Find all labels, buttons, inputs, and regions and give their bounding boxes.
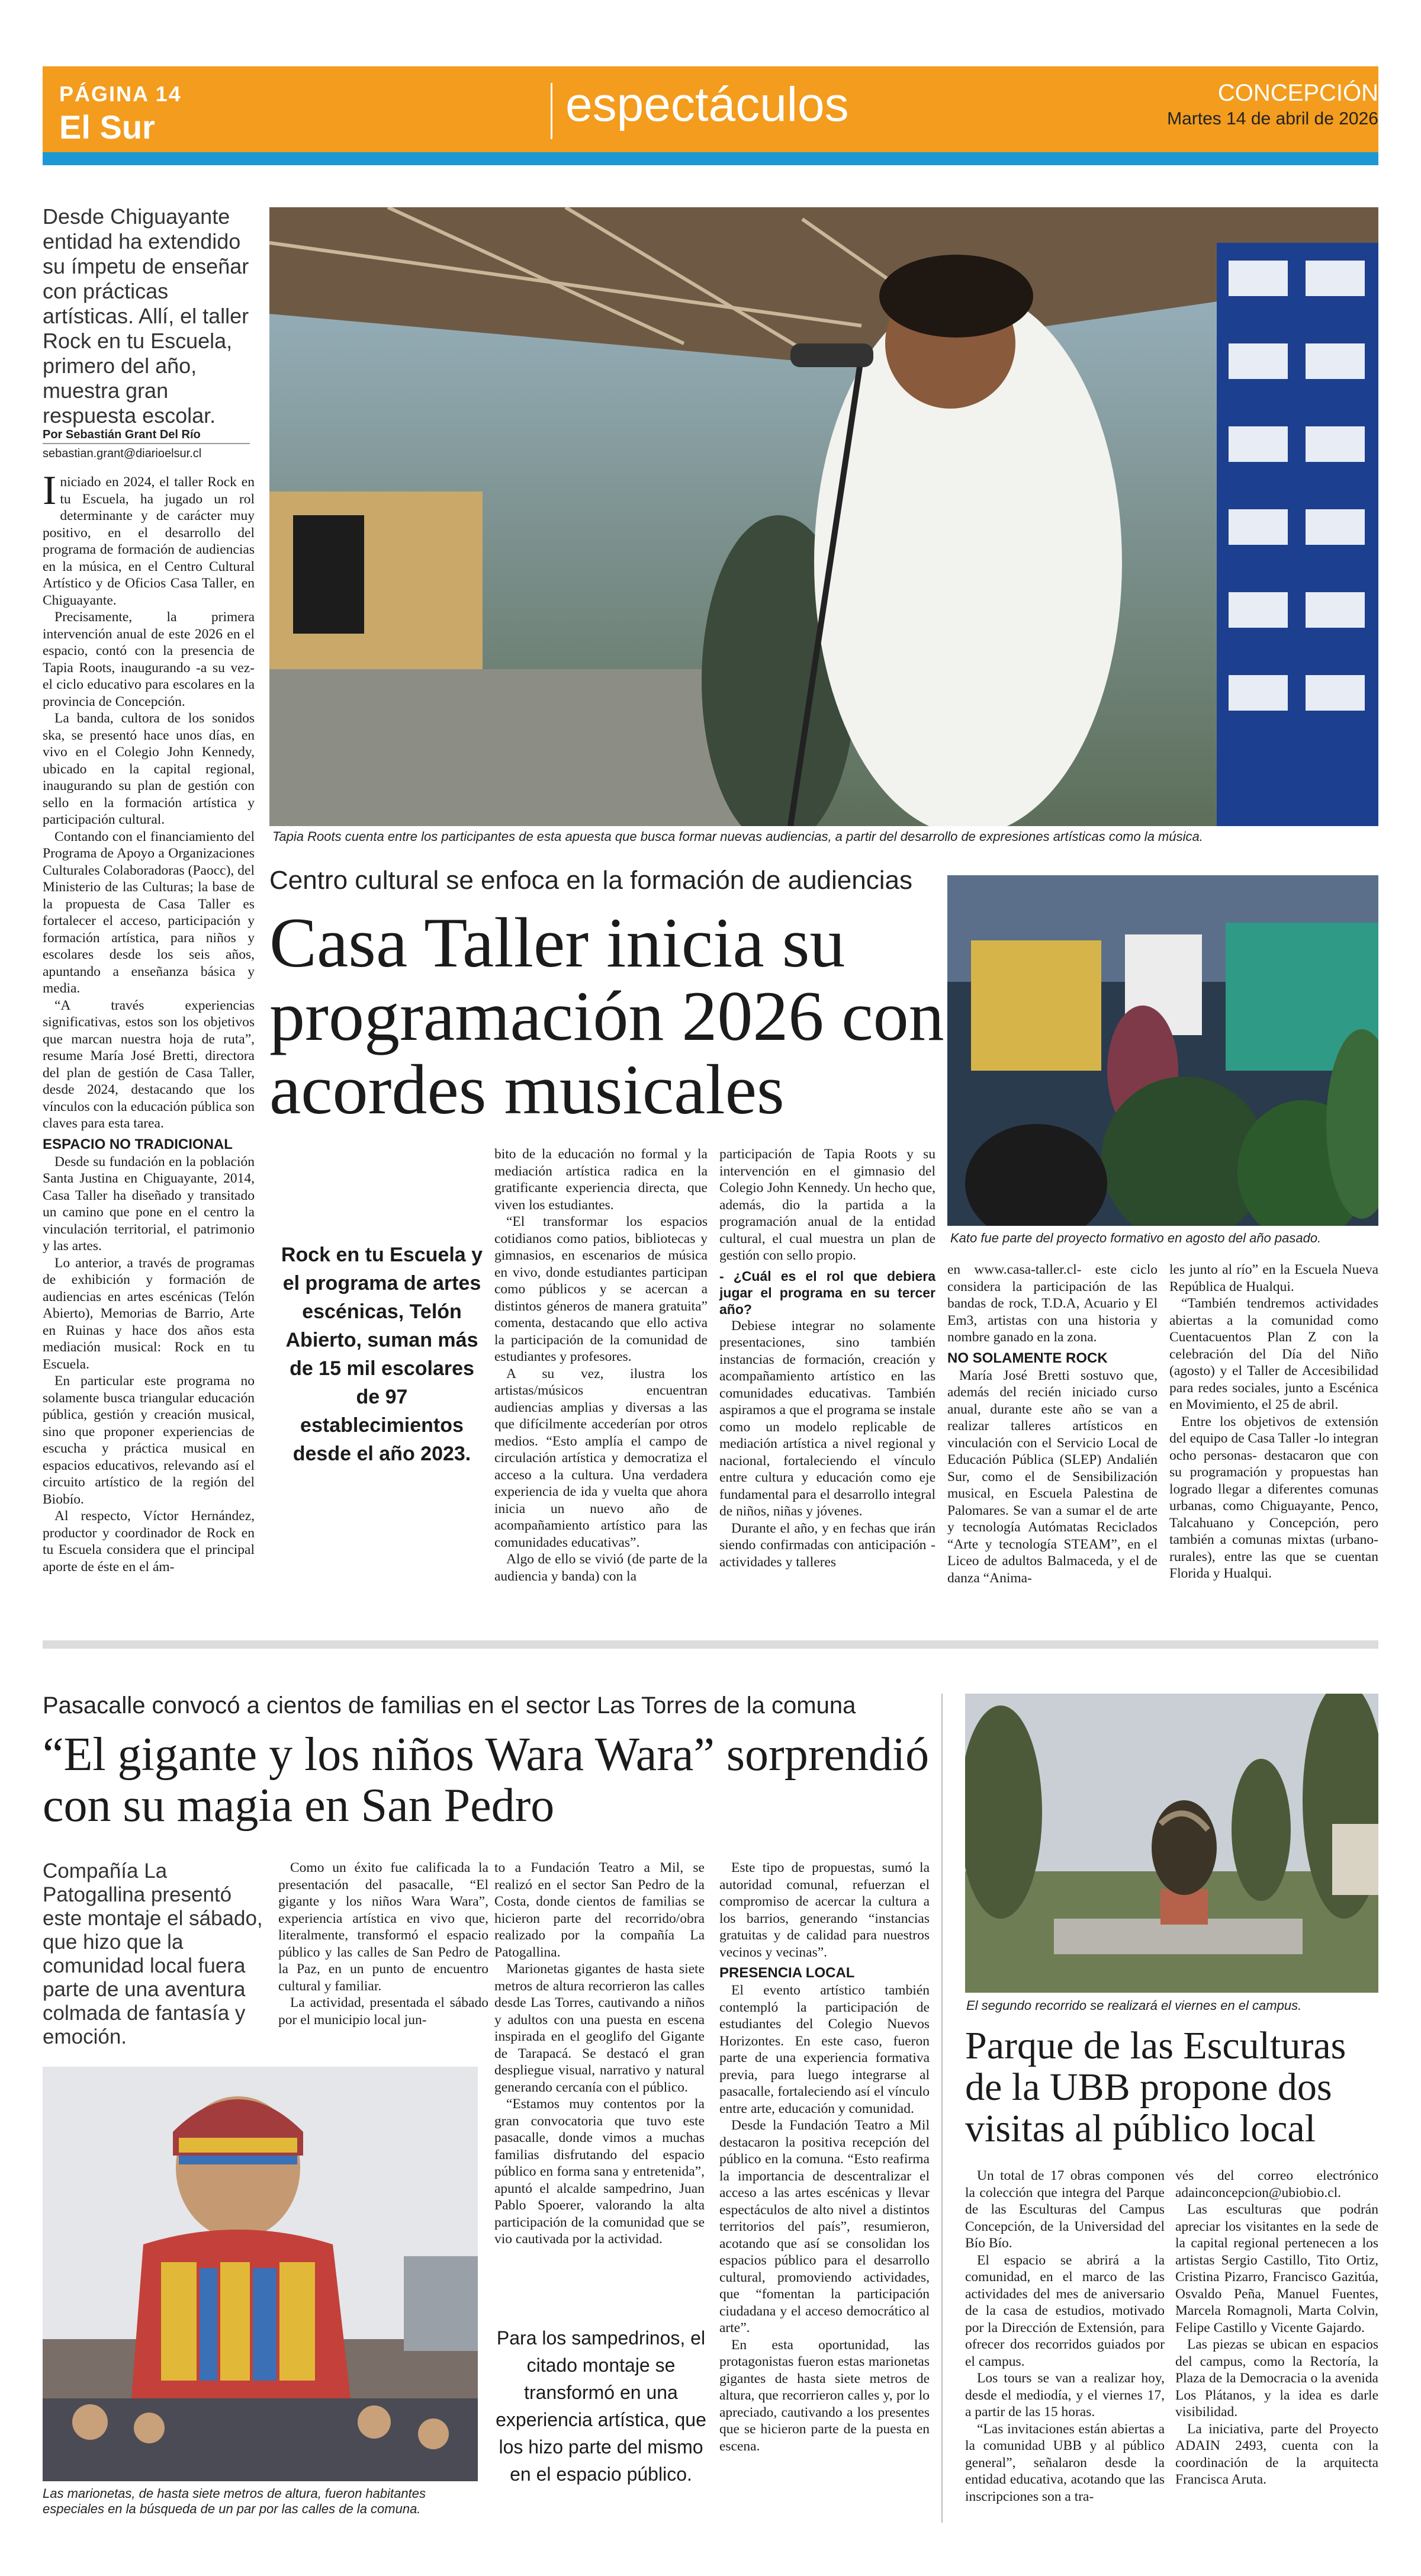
article1-col5: les junto al río” en la Escuela Nueva República de Hualqui. “También tendremos actividades abiertas a la comunidad como Cuentacuentos Plan Z con la celebración del Día del Niño (agosto) y el Taller de Accesibilidad para redes sociales, junto a Escénica en Movimiento, el 25 de abril. Entre los objetivos de extensión del equipo de Casa Taller -lo integran ocho personas- destacaron que con su programación y propuestas han logrado llegar a diferentes comunas urbanas, como Chiguayante, Penco, Talcahuano y Concepción, pero también a comunas mixtas (urbano-rurales), entre las que se cuentan Florida y Hualqui.	[1169, 1262, 1378, 1581]
article2-pullquote: Para los sampedrinos, el citado montaje se transformó en una experiencia artística, que los hizo parte del mismo en el espacio público.	[496, 2327, 706, 2485]
byline-author: Por Sebastián Grant Del Río	[43, 428, 201, 441]
article1-headline: Casa Taller inicia su programación 2026 con acordes musicales	[269, 903, 944, 1129]
article3-col1: Un total de 17 obras componen la colección que integra del Parque de las Esculturas del Campus Concepción, de la Universidad del Bío Bío. El espacio se abrirá a la comunidad, en el marco de las actividades del mes de aniversario de la casa de estudios, motivado por la Dirección de Extensión, para ofrecer dos recorridos guiados por el campus. Los tours se van a realizar hoy, desde el mediodía, y el viernes 17, a partir de las 15 horas. “Las invitaciones están abiertas a la comunidad UBB y al público general”, señalaron desde la entidad educativa, acotando que las inscripciones son a tra-	[965, 2168, 1165, 2504]
header-city: CONCEPCIÓN	[1217, 80, 1378, 106]
article1-pullquote: Rock en tu Escuela y el programa de artes escénicas, Telón Abierto, suman más de 15 mil escolares de 97 establecimientos desde el año 2023.	[281, 1244, 483, 1465]
article2-col3: Este tipo de propuestas, sumó la autoridad comunal, refuerzan el compromiso de acercar la cultura a los barrios, generando “instancias gratuitas y de calidad para nuestros vecinos y vecinas”. PRESENCIA LOCAL El evento artístico también contempló la participación de estudiantes del Colegio Nuevos Horizontes. En este caso, fueron parte de una experiencia formativa previa, para luego integrarse al pasacalle, fortaleciendo así el vínculo entre arte, educación y comunidad. Desde la Fundación Teatro a Mil destacaron la positiva recepción del público en la comuna. “Esto reafirma la importancia de descentralizar el acceso a las artes escénicas y llevar espectáculos de alto nivel a distintos territorios del país”, resumieron, acotando que así se consolidan los espacios público para el desarrollo cultural, promoviendo actividades, que “fomentan la participación ciudadana y el acceso democrático al arte”. En esta oportunidad, las protagonistas fueron estas marionetas gigantes de hasta siete metros de altura, que recorrieron calles y, por lo apreciado, cautivando a los presentes que se hicieron parte de la puesta en escena.	[719, 1860, 930, 2454]
band-kato-caption: Kato fue parte del proyecto formativo en agosto del año pasado.	[950, 1231, 1322, 1245]
article2-lead: Compañía La Patogallina presentó este montaje el sábado, que hizo que la comunidad local fuera parte de una aventura colmada de fantasía y emoción.	[43, 1859, 263, 2048]
header-date: Martes 14 de abril de 2026	[1167, 109, 1378, 129]
column-divider	[941, 1694, 943, 2523]
article3-headline: Parque de las Esculturas de la UBB propone dos visitas al público local	[965, 2024, 1346, 2150]
byline-rule	[43, 443, 250, 444]
sculpture-park-photo	[965, 1694, 1378, 1993]
article2-headline: “El gigante y los niños Wara Wara” sorprendió con su magia en San Pedro	[43, 1729, 930, 1832]
byline-email: sebastian.grant@diarioelsur.cl	[43, 447, 202, 460]
article2-col2: to a Fundación Teatro a Mil, se realizó en el sector San Pedro de la Costa, donde cientos de familias se hicieron parte del recorrido/obra realizado por la compañía La Patogallina. Marionetas gigantes de hasta siete metros de altura recorrieron las calles desde Las Torres, cautivando a niños y adultos con una puesta en escena inspirada en el geoglifo del Gigante de Tarapacá. Se destacó el gran despliegue visual, narrativo y natural generando cercanía con el público. “Estamos muy contentos por la gran convocatoria que tuvo este pasacalle, donde vimos a muchas familias disfrutando del espacio público en forma sana y entretenida”, apuntó el alcalde sampedrino, Juan Pablo Spoerer, valorando la alta participación de la comunidad que se vio cautivada por la actividad.	[494, 1860, 705, 2247]
article1-col3: participación de Tapia Roots y su intervención en el gimnasio del Colegio John Kennedy. Un hecho que, además, dio la partida a la programación anual de la entidad cultural, el cual muestra un plan de gestión con sello propio. - ¿Cuál es el rol que debiera jugar el programa en su tercer año? Debiese integrar no solamente presentaciones, sino también instancias de formación, creación y acompañamiento artístico en las comunidades educativas. También aspiramos a que el programa se instale como un modelo replicable de mediación artística a nivel regional y nacional, fortaleciendo el vínculo entre cultura y educación como eje fundamental para el desarrollo integral de niños, niñas y jóvenes. Durante el año, y en fechas que irán siendo confirmadas con anticipación -actividades y talleres	[719, 1146, 935, 1570]
header-divider	[551, 83, 552, 139]
article-divider	[43, 1640, 1378, 1649]
dropcap: I	[43, 468, 57, 513]
article1-kicker: Centro cultural se enfoca en la formación de audiencias	[269, 866, 912, 895]
section-title: espectáculos	[565, 78, 849, 131]
article1-col2: bito de la educación no formal y la mediación artística radica en la gratificante experiencia directa, que viven los estudiantes. “El transformar los espacios cotidianos como patios, bibliotecas y gimnasios, en escenarios de música en vivo, donde estudiantes participan como públicos y se acercan a distintos géneros de manera gratuita” comenta, destacando que ello activa la participación de la comunidad de estudiantes y profesores. A su vez, ilustra los artistas/músicos encuentran audiencias amplias y diversas a las que difícilmente accederían por otros medios. “Esto amplía el campo de circulación artística y democratiza el acceso a la cultura. Una verdadera experiencia de ida y vuelta que ahora inicia un nuevo año de acompañamiento artístico para las comunidades educativas”. Algo de ello se vivió (de parte de la audiencia y banda) con la	[494, 1146, 708, 1584]
subhead-presencia: PRESENCIA LOCAL	[719, 1965, 855, 1981]
page-number: PÁGINA 14	[59, 82, 182, 106]
newspaper-name: El Sur	[59, 108, 155, 146]
article1-lead: Desde Chiguayante entidad ha extendido su ímpetu de enseñar con prácticas artísticas. Allí, el taller Rock en tu Escuela, primero del año, muestra gran respuesta escolar.	[43, 204, 249, 428]
puppet-photo	[43, 2067, 478, 2481]
article1-col4: en www.casa-taller.cl- este ciclo considera la participación de las bandas de rock, T.D.A, Acuario y El Em3, artistas con una historia y nombre ganado en la zona. NO SOLAMENTE ROCK María José Bretti sostuvo que, además del recién iniciado curso anual, durante este año se van a realizar talleres artísticos en vinculación con el Servicio Local de Educación Pública (SLEP) Andalién Sur, como el de Sensibilización musical, en Escuela Palestina de Palomares. Se van a sumar el de arte y tecnología Autómatas Reciclados “Arte y tecnología STEAM”, en el Liceo de adultos Balmaceda, y el de danza “Anima-	[947, 1262, 1158, 1586]
concert-photo-caption: Tapia Roots cuenta entre los participantes de esta apuesta que busca formar nuevas audiencias, a partir del desarrollo de expresiones artísticas como la música.	[272, 829, 1203, 844]
concert-photo	[269, 207, 1378, 826]
article2-kicker: Pasacalle convocó a cientos de familias en el sector Las Torres de la comuna	[43, 1692, 856, 1719]
puppet-photo-caption: Las marionetas, de hasta siete metros de altura, fueron habitantes especiales en la búsqueda de un par por las calles de la comuna.	[43, 2486, 426, 2516]
subhead-espacio: ESPACIO NO TRADICIONAL	[43, 1136, 233, 1152]
band-kato-photo	[947, 875, 1378, 1226]
interview-question: - ¿Cuál es el rol que debiera jugar el programa en su tercer año?	[719, 1268, 935, 1317]
subhead-no-solamente: NO SOLAMENTE ROCK	[947, 1350, 1108, 1366]
article2-col1: Como un éxito fue calificada la presentación del pasacalle, “El gigante y los niños Wara Wara”, experiencia artística en vivo que, literalmente, transformó el espacio público y las calles de San Pedro de la Paz, en un punto de encuentro cultural y familiar. La actividad, presentada el sábado por el municipio local jun-	[278, 1860, 488, 2028]
sculpture-photo-caption: El segundo recorrido se realizará el viernes en el campus.	[966, 1998, 1302, 2013]
article3-col2: vés del correo electrónico adainconcepcion@ubiobio.cl. Las esculturas que podrán apreciar los visitantes en la sede de la capital regional pertenecen a los artistas Sergio Castillo, Tito Ortiz, Cristina Pizarro, Francisco Gazitúa, Osvaldo Peña, Manuel Fuentes, Marcela Romagnoli, Marta Colvin, Felipe Castillo y Vicente Gajardo. Las piezas se ubican en espacios del campus, como la Rectoría, la Plaza de la Democracia o la avenida Los Plátanos, y la idea es darle visibilidad. La iniciativa, parte del Proyecto ADAIN 2493, cuenta con la coordinación de la arquitecta Francisca Aruta.	[1175, 2168, 1378, 2487]
article1-col1: Iniciado en 2024, el taller Rock en tu Escuela, ha jugado un rol determinante y de carácter muy positivo, en el desarrollo del programa de formación de audiencias en la música, en el Centro Cultural Artístico y de Oficios Casa Taller, en Chiguayante. Precisamente, la primera intervención anual de este 2026 en el espacio, contó con la presencia de Tapia Roots, inaugurando -a su vez- el ciclo educativo para escolares en la provincia de Concepción. La banda, cultora de los sonidos ska, se presentó hace unos días, en vivo en el Colegio John Kennedy, ubicado en la capital regional, inaugurando su plan de gestión con sello en la formación artística y participación cultural. Contando con el financiamiento del Programa de Apoyo a Organizaciones Culturales Colaboradoras (Paocc), del Ministerio de las Culturas; la base de la propuesta de Casa Taller es fortalecer el acceso, participación y formación artística, para niños y escolares desde los seis años, apuntando a enseñanza básica y media. “A través experiencias significativas, estos son los objetivos que marcan nuestra hoja de ruta”, resume María José Bretti, directora del plan de gestión de Casa Taller, desde 2024, destacando que los vínculos con la educación pública son claves para esta tarea. ESPACIO NO TRADICIONAL Desde su fundación en la población Santa Justina en Chiguayante, 2014, Casa Taller ha diseñado y transitado un camino que pone en el centro la vinculación territorial, el patrimonio y las artes. Lo anterior, a través de programas de exhibición y formación de audiencias en artes escénicas (Telón Abierto), Memorias de Barrio, Arte en Ruinas y hace dos años esta mediación musical: Rock en tu Escuela. En particular este programa no solamente busca triangular educación pública, gestión y creación musical, sino que proponer experiencias de escucha y práctica musical en espacios educativos, relevando así el circuito artístico de la región del Biobío. Al respecto, Víctor Hernández, productor y coordinador de Rock en tu Escuela considera que el principal aporte de éste en el ám-	[43, 468, 255, 1575]
header-accent-stripe	[43, 152, 1378, 165]
